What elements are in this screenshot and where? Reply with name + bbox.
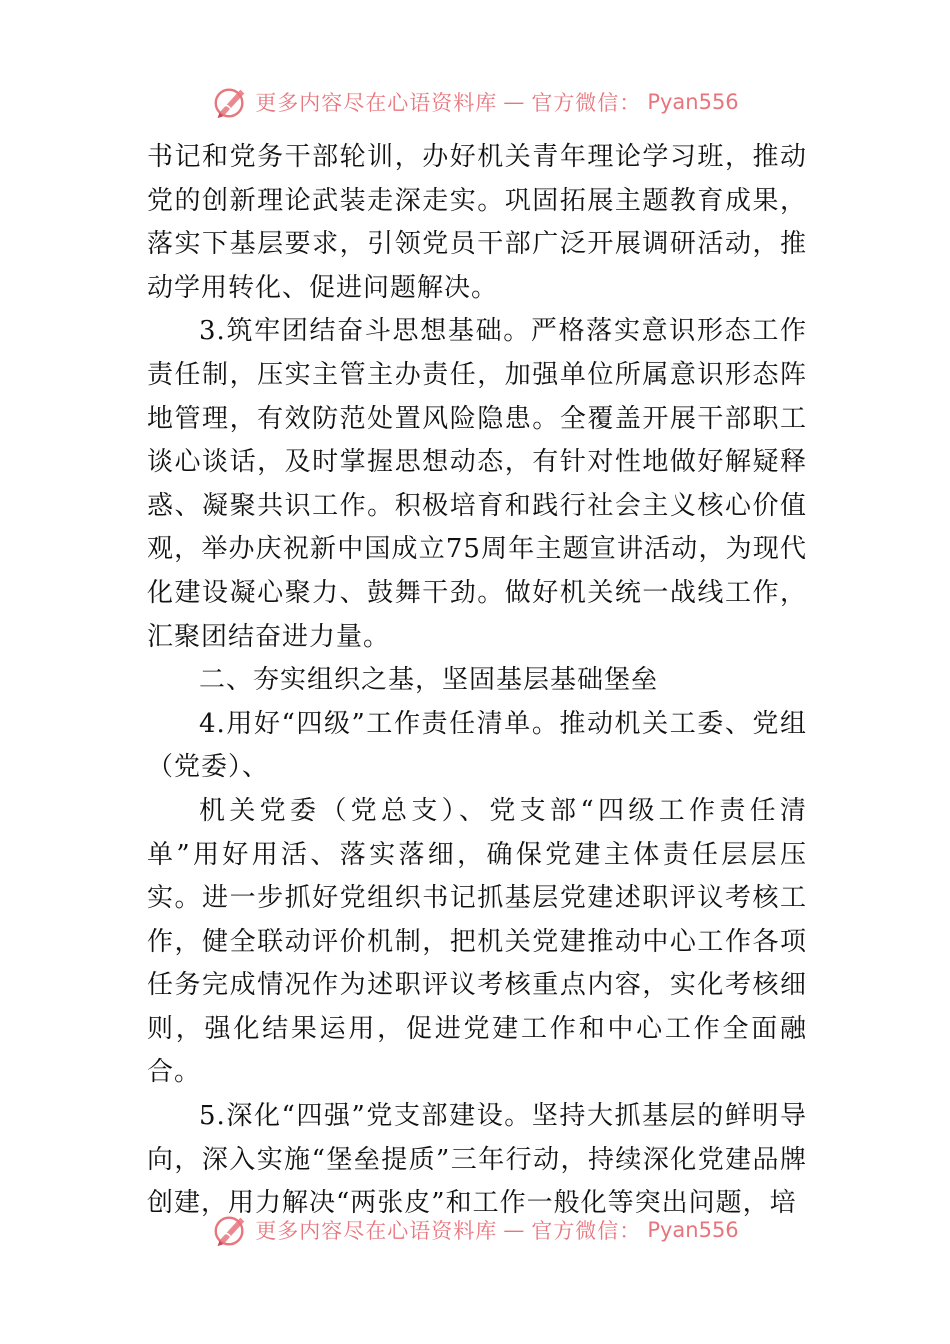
pen-logo-icon	[211, 1211, 249, 1249]
paragraph: 书记和党务干部轮训，办好机关青年理论学习班，推动党的创新理论武装走深走实。巩固拓展主题教育成果，落实下基层要求，引领党员干部广泛开展调研活动，推动学用转化、促进问题解决。	[147, 142, 807, 303]
paragraph: 机关党委（党总支）、党支部“四级工作责任清单”用好用活、落实落细，确保党建主体责任层层压实。进一步抓好党组织书记抓基层党建述职评议考核工作，健全联动评价机制，把机关党建推动中心工作各项任务完成情况作为述职评议考核重点内容，实化考核细则，强化结果运用，促进党建工作和中心工作全面融合。	[147, 795, 807, 1088]
section-heading: 二、夯实组织之基，坚固基层基础堡垒	[199, 665, 659, 696]
paragraph: 5.深化“四强”党支部建设。坚持大抓基层的鲜明导向，深入实施“堡垒提质”三年行动，持续深化党建品牌创建，用力解决“两张皮”和工作一般化等突出问题，培	[147, 1101, 807, 1219]
watermark-official: 官方微信：	[531, 91, 642, 115]
watermark-dash: —	[503, 90, 526, 114]
paragraph: 4.用好“四级”工作责任清单。推动机关工委、党组（党委）、	[147, 708, 807, 783]
paragraph: 3.筑牢团结奋斗思想基础。严格落实意识形态工作责任制，压实主管主办责任，加强单位所属意识形态阵地管理，有效防范处置风险隐患。全覆盖开展干部职工谈心谈话，及时掌握思想动态，有针对性地做好解疑释惑、凝聚共识工作。积极培育和践行社会主义核心价值观，举办庆祝新中国成立75周年主题宣讲活动，为现代化建设凝心聚力、鼓舞干劲。做好机关统一战线工作，汇聚团结奋进力量。	[147, 316, 807, 652]
watermark-dash: —	[503, 1218, 526, 1242]
header-watermark	[0, 80, 950, 124]
watermark-wechat-id: Pyan556	[647, 90, 739, 114]
pen-logo-icon	[211, 83, 249, 121]
watermark-text: 更多内容尽在心语资料库	[255, 91, 498, 115]
document-body	[147, 136, 807, 1226]
watermark-text: 更多内容尽在心语资料库	[255, 1219, 498, 1243]
footer-watermark	[0, 1208, 950, 1252]
watermark-official: 官方微信：	[531, 1219, 642, 1243]
watermark-wechat-id: Pyan556	[647, 1218, 739, 1242]
